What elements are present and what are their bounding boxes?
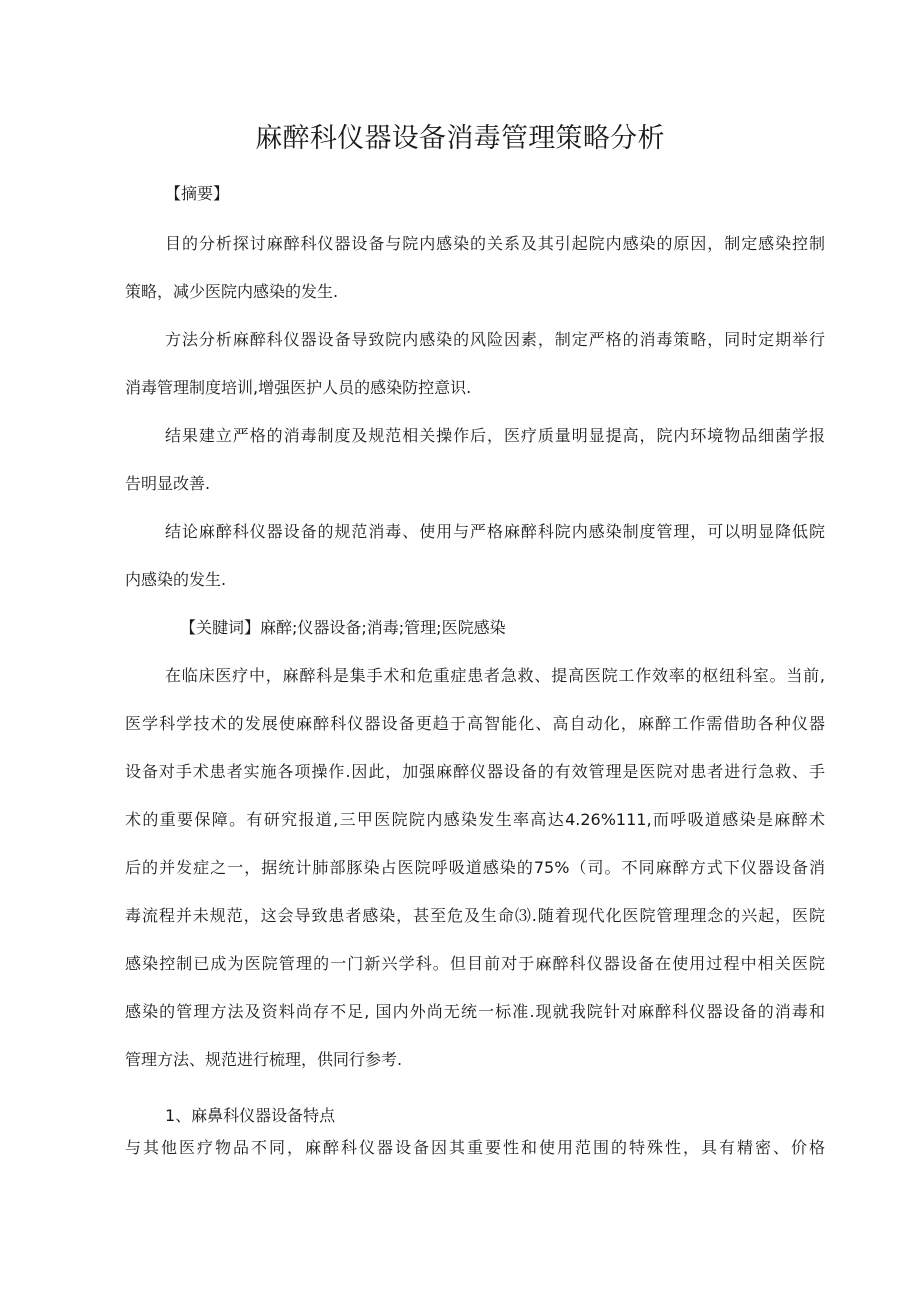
abstract-objective-line: 策略，减少医院内感染的发生. (125, 282, 339, 301)
section-heading: 1、麻鼻科仪器设备特点 (165, 1106, 336, 1125)
abstract-method-line: 方法分析麻醉科仪器设备导致院内感染的风险因素，制定严格的消毒策略，同时定期举行 (165, 330, 825, 349)
intro-line: 在临床医疗中，麻醉科是集手术和危重症患者急救、提高医院工作效率的枢纽科室。当前, (165, 666, 825, 685)
abstract-result-line: 结果建立严格的消毒制度及规范相关操作后，医疗质量明显提高，院内环境物品细菌学报 (165, 426, 825, 445)
intro-line: 设备对手术患者实施各项操作.因此，加强麻醉仪器设备的有效管理是医院对患者进行急救、手 (125, 762, 825, 781)
intro-line: 感染控制已成为医院管理的一门新兴学科。但目前对于麻醉科仪器设备在使用过程中相关医院 (125, 954, 825, 973)
abstract-objective-line: 目的分析探讨麻醉科仪器设备与院内感染的关系及其引起院内感染的原因，制定感染控制 (165, 234, 825, 253)
abstract-conclusion-line: 结论麻醉科仪器设备的规范消毒、使用与严格麻醉科院内感染制度管理，可以明显降低院 (165, 522, 825, 541)
abstract-heading: 【摘要】 (165, 184, 230, 203)
intro-line: 管理方法、规范进行梳理，供同行参考. (125, 1050, 403, 1069)
intro-line: 后的并发症之一，据统计肺部豚染占医院呼吸道感染的75%（司。不同麻醉方式下仪器设备消 (125, 858, 825, 877)
abstract-method-line: 消毒管理制度培训,增强医护人员的感染防控意识. (125, 378, 472, 397)
section-body-line: 与其他医疗物品不同，麻醉科仪器设备因其重要性和使用范围的特殊性，具有精密、价格 (125, 1138, 825, 1157)
intro-line: 感染的管理方法及资料尚存不足, 国内外尚无统一标准.现就我院针对麻醉科仪器设备的消毒和 (125, 1002, 825, 1021)
abstract-conclusion-line: 内感染的发生. (125, 570, 227, 589)
intro-line: 术的重要保障。有研究报道,三甲医院院内感染发生率高达4.26%111,而呼吸道感染是麻醉术 (125, 810, 825, 829)
keywords-line: 【关腱词】麻醉;仪器设备;消毒;管理;医院感染 (180, 618, 506, 637)
abstract-result-line: 告明显改善. (125, 474, 211, 493)
intro-line: 医学科学技术的发展使麻醉科仪器设备更趋于高智能化、高自动化，麻醉工作需借助各种仪器 (125, 714, 825, 733)
intro-line: 毒流程并未规范，这会导致患者感染，甚至危及生命⑶.随着现代化医院管理理念的兴起，医院 (125, 906, 825, 925)
document-title: 麻醉科仪器设备消毒管理策略分析 (255, 123, 665, 154)
